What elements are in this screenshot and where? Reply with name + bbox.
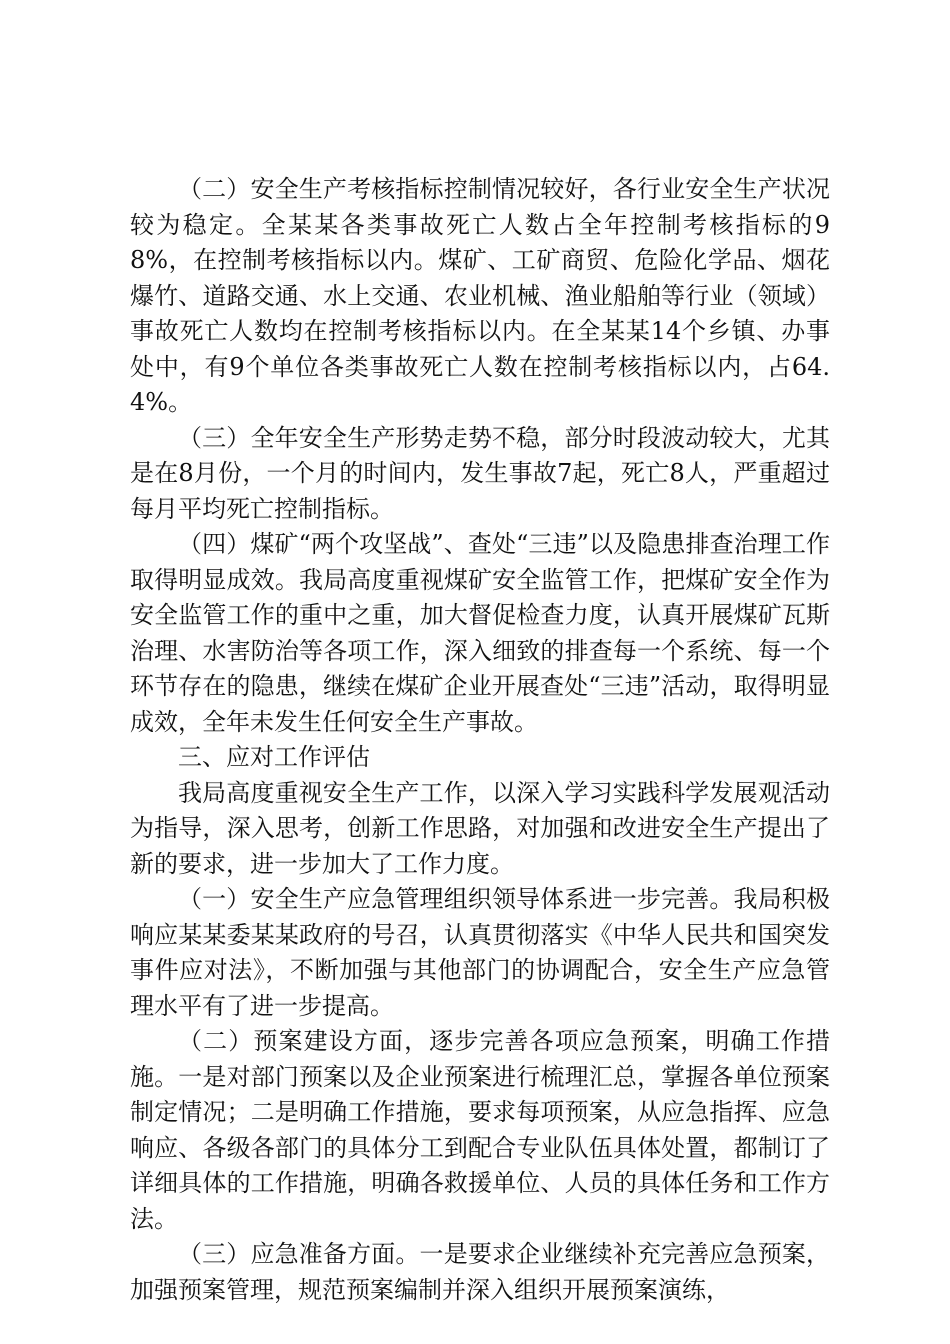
paragraph-safety-trend: （三）全年安全生产形势走势不稳，部分时段波动较大，尤其是在8月份，一个月的时间内，发生事故7起，死亡8人，严重超过每月平均死亡控制指标。: [130, 423, 830, 523]
paragraph-coal-mine: （四）煤矿“两个攻坚战”、查处“三违”以及隐患排查治理工作取得明显成效。我局高度重视煤矿安全监管工作，把煤矿安全作为安全监管工作的重中之重，加大督促检查力度，认真开展煤矿瓦斯治理、水害防治等各项工作，深入细致的排查每一个系统、每一个环节存在的隐患，继续在煤矿企业开展查处“三违”活动，取得明显成效，全年未发生任何安全生产事故。: [130, 530, 830, 736]
document-body: [130, 172, 830, 1308]
paragraph-plan-construction: （二）预案建设方面，逐步完善各项应急预案，明确工作措施。一是对部门预案以及企业预案进行梳理汇总，掌握各单位预案制定情况；二是明确工作措施，要求每项预案，从应急指挥、应急响应、各级各部门的具体分工到配合专业队伍具体处置，都制订了详细具体的工作措施，明确各救援单位、人员的具体任务和工作方法。: [130, 1027, 830, 1233]
paragraph-response-intro: 我局高度重视安全生产工作，以深入学习实践科学发展观活动为指导，深入思考，创新工作思路，对加强和改进安全生产提出了新的要求，进一步加大了工作力度。: [130, 778, 830, 878]
section-heading-response-evaluation: 三、应对工作评估: [178, 743, 370, 771]
paragraph-leadership-system: （一）安全生产应急管理组织领导体系进一步完善。我局积极响应某某委某某政府的号召，认真贯彻落实《中华人民共和国突发事件应对法》，不断加强与其他部门的协调配合，安全生产应急管理水平有了进一步提高。: [130, 885, 830, 1020]
paragraph-assessment-indicators: （二）安全生产考核指标控制情况较好，各行业安全生产状况较为稳定。全某某各类事故死亡人数占全年控制考核指标的98%，在控制考核指标以内。煤矿、工矿商贸、危险化学品、烟花爆竹、道路交通、水上交通、农业机械、渔业船舶等行业（领域）事故死亡人数均在控制考核指标以内。在全某某14个乡镇、办事处中，有9个单位各类事故死亡人数在控制考核指标以内，占64.4%。: [130, 175, 830, 416]
paragraph-emergency-preparation: （三）应急准备方面。一是要求企业继续补充完善应急预案，加强预案管理，规范预案编制并深入组织开展预案演练，: [130, 1240, 830, 1304]
